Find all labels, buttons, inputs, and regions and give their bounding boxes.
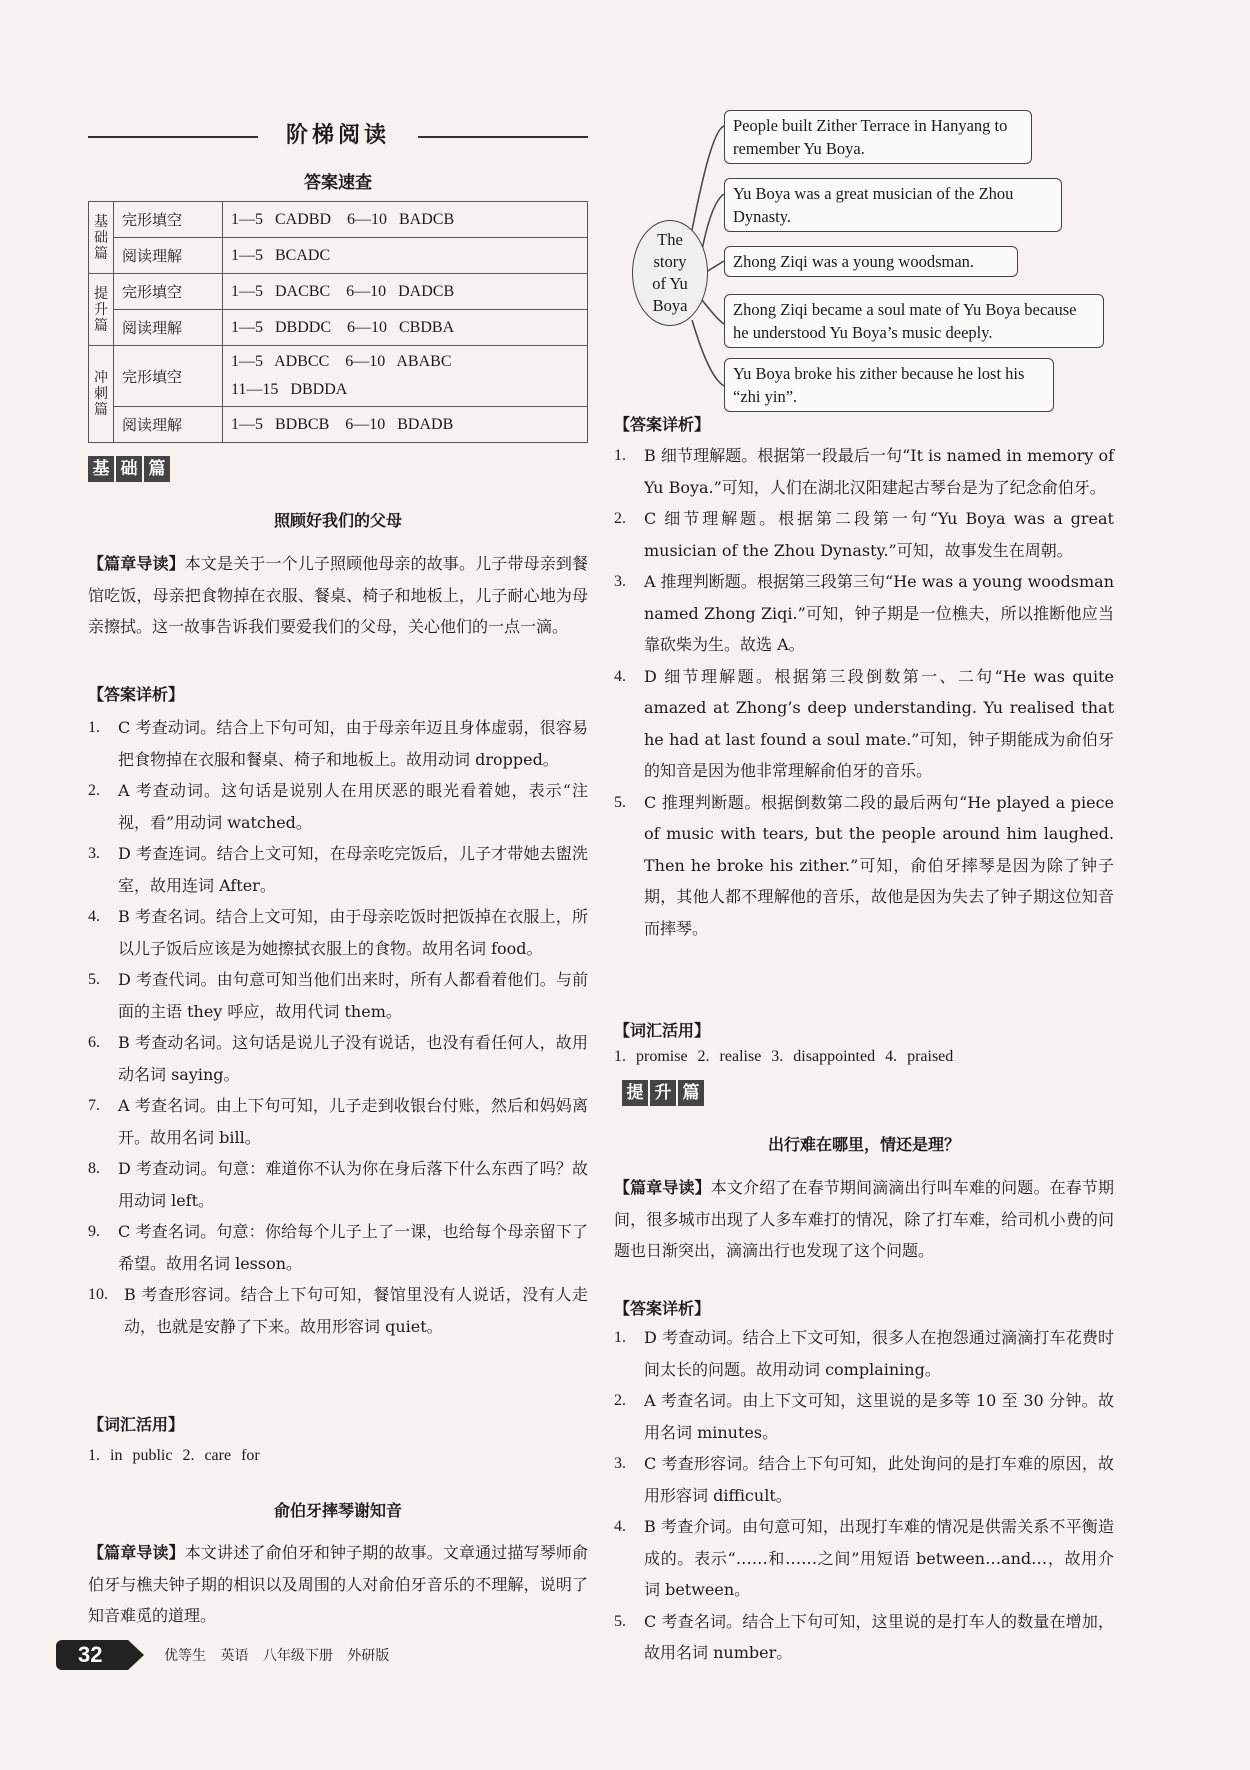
tag-char: 基 (88, 456, 114, 482)
intro-label: 【篇章导读】 (88, 554, 185, 573)
item-text: C 推理判断题。根据倒数第二段的最后两句“He played a piece of music with tears, but the people around him laughed. Then he broke his zither.”可知，俞伯牙摔琴是因为除了钟子期，其他人都不理解他的音乐，故他是因为失去了钟子期这位知音而摔琴。 (644, 792, 1114, 938)
tag-char: 提 (622, 1080, 648, 1106)
connector (692, 320, 724, 386)
list-item (614, 661, 1114, 787)
intro-text: 本文介绍了在春节期间滴滴出行叫车难的问题。在春节期间，很多城市出现了人多车难打的情况，除了打车难，给司机小费的问题也日渐突出，滴滴出行也发现了这个问题。 (614, 1178, 1114, 1260)
passage3-title: 出行难在哪里，情还是理？ (767, 1135, 960, 1154)
page-footer (56, 1638, 389, 1672)
table-row (89, 238, 588, 274)
list-item (88, 964, 588, 1027)
tag-char: 篇 (678, 1080, 704, 1106)
type-cell: 阅读理解 (114, 310, 223, 346)
item-number: 5. (88, 971, 100, 988)
item-number: 1. (614, 1329, 626, 1346)
connector (702, 300, 724, 324)
mind-map-branch: People built Zither Terrace in Hanyang to remember Yu Boya. (724, 110, 1032, 164)
mind-map-branch: Yu Boya broke his zither because he lost his “zhi yin”. (724, 358, 1054, 412)
item-text: D 考查动词。句意：难道你不认为你在身后落下什么东西了吗？故用动词 left。 (118, 1159, 588, 1210)
list-item (614, 1606, 1114, 1669)
passage2-vocab-label: 【词汇活用】 (614, 1021, 711, 1040)
connector (692, 126, 724, 230)
item-number: 2. (88, 782, 100, 799)
list-item (88, 775, 588, 838)
table-row (89, 407, 588, 443)
hub-line: story (653, 252, 687, 271)
passage1-answer-list (88, 712, 588, 1342)
passage2-answer-list (614, 440, 1114, 944)
tag-char: 升 (650, 1080, 676, 1106)
list-item (614, 1448, 1114, 1511)
passage2-detail-label: 【答案详析】 (614, 415, 711, 434)
type-cell: 完形填空 (114, 346, 223, 407)
item-text: C 考查动词。结合上下句可知，由于母亲年迈且身体虚弱，很容易把食物掉在衣服和餐桌、椅子和地板上。故用动词 dropped。 (118, 718, 588, 769)
item-number: 5. (614, 1612, 626, 1630)
item-text: A 考查名词。由上下文可知，这里说的是多等 10 至 30 分钟。故用名词 minutes。 (644, 1391, 1114, 1442)
list-item (88, 1027, 588, 1090)
item-text: B 考查形容词。结合上下句可知，餐馆里没有人说话，没有人走动，也就是安静了下来。故用形容词 quiet。 (124, 1285, 588, 1336)
passage1-vocab: 1. in public 2. care for (88, 1447, 260, 1464)
passage2-vocab: 1. promise 2. realise 3. disappointed 4. praised (614, 1048, 954, 1065)
mind-map-hub (632, 220, 708, 326)
quick-answers-table (88, 201, 588, 443)
item-number: 5. (614, 793, 626, 811)
basic-section-tag (88, 456, 170, 482)
intro-label: 【篇章导读】 (88, 1543, 185, 1562)
passage1-vocab-label: 【词汇活用】 (88, 1415, 185, 1434)
hub-line: Boya (652, 296, 688, 315)
item-text: D 考查动词。结合上下文可知，很多人在抱怨通过滴滴打车花费时间太长的问题。故用动词 complaining。 (644, 1328, 1114, 1379)
item-text: A 考查名词。由上下句可知，儿子走到收银台付账，然后和妈妈离开。故用名词 bill。 (118, 1096, 588, 1147)
quick-answers-title: 答案速查 (304, 173, 372, 193)
item-number: 4. (614, 667, 626, 685)
book-info: 优等生 英语 八年级下册 外研版 (164, 1648, 390, 1664)
mind-map (614, 110, 1114, 420)
item-number: 1. (88, 719, 100, 736)
answers-line: 11—15 DBDDA (231, 381, 348, 398)
passage1-intro (88, 548, 588, 643)
table-row (89, 346, 588, 407)
item-text: C 细节理解题。根据第二段第一句“Yu Boya was a great musician of the Zhou Dynasty.”可知，故事发生在周朝。 (644, 509, 1114, 560)
item-number: 3. (614, 573, 626, 590)
item-text: D 细节理解题。根据第三段倒数第一、二句“He was quite amazed at Zhong’s deep understanding. Yu realised that he had at last found a soul mate.”可知，钟子期能成为俞伯牙的知音是因为他非常理解俞伯牙的音乐。 (644, 666, 1114, 780)
passage2-intro (88, 1537, 588, 1632)
group-advanced: 提升篇 (89, 274, 114, 346)
list-item (614, 1322, 1114, 1385)
passage1-title: 照顾好我们的父母 (273, 511, 402, 530)
item-number: 4. (614, 1518, 626, 1535)
list-item (614, 440, 1114, 503)
type-cell: 完形填空 (114, 202, 223, 238)
item-text: D 考查连词。结合上文可知，在母亲吃完饭后，儿子才带她去盥洗室，故用连词 After。 (118, 844, 588, 895)
item-text: D 考查代词。由句意可知当他们出来时，所有人都看着他们。与前面的主语 they 呼应，故用代词 them。 (118, 970, 588, 1021)
passage3-answer-list (614, 1322, 1114, 1669)
list-item (88, 1090, 588, 1153)
item-number: 7. (88, 1097, 100, 1114)
table-row (89, 274, 588, 310)
type-cell: 完形填空 (114, 274, 223, 310)
item-text: C 考查形容词。结合上下句可知，此处询问的是打车难的原因，故用形容词 difficult。 (644, 1454, 1114, 1505)
list-item (88, 838, 588, 901)
connector (706, 261, 724, 272)
answers-line: 1—5 ADBCC 6—10 ABABC (231, 353, 452, 370)
item-text: B 考查动名词。这句话是说儿子没有说话，也没有看任何人，故用动名词 saying。 (118, 1033, 588, 1084)
intro-label: 【篇章导读】 (614, 1178, 711, 1197)
list-item (88, 901, 588, 964)
answers-cell: 1—5 DBDDC 6—10 CBDBA (223, 310, 588, 346)
item-number: 1. (614, 447, 626, 464)
item-number: 6. (88, 1034, 100, 1051)
passage3-detail-label: 【答案详析】 (614, 1299, 711, 1318)
item-text: C 考查名词。结合上下句可知，这里说的是打车人的数量在增加，故用名词 number。 (644, 1611, 1114, 1662)
item-number: 2. (614, 1392, 626, 1409)
title-rule-left (88, 136, 258, 138)
item-text: A 推理判断题。根据第三段第三句“He was a young woodsman named Zhong Ziqi.”可知，钟子期是一位樵夫，所以推断他应当靠砍柴为生。故选 A。 (644, 572, 1114, 654)
connector (702, 194, 724, 250)
list-item (88, 712, 588, 775)
group-basic: 基础篇 (89, 202, 114, 274)
tag-char: 础 (116, 456, 142, 482)
list-item (88, 1216, 588, 1279)
table-row (89, 202, 588, 238)
item-number: 3. (88, 845, 100, 862)
answers-cell: 1—5 DACBC 6—10 DADCB (223, 274, 588, 310)
intro-text: 本文是关于一个儿子照顾他母亲的故事。儿子带母亲到餐馆吃饭，母亲把食物掉在衣服、餐桌、椅子和地板上，儿子耐心地为母亲擦拭。这一故事告诉我们要爱我们的父母，关心他们的一点一滴。 (88, 554, 588, 636)
item-number: 4. (88, 908, 100, 925)
page-number: 32 (56, 1640, 128, 1670)
list-item (614, 1385, 1114, 1448)
item-number: 3. (614, 1455, 626, 1472)
passage1-detail-label: 【答案详析】 (88, 685, 185, 704)
title-rule-right (418, 136, 588, 138)
mind-map-branch: Zhong Ziqi became a soul mate of Yu Boya because he understood Yu Boya’s music deeply. (724, 294, 1104, 348)
type-cell: 阅读理解 (114, 238, 223, 274)
list-item (614, 503, 1114, 566)
list-item (614, 1511, 1114, 1606)
item-number: 2. (614, 510, 626, 527)
item-text: B 考查介词。由句意可知，出现打车难的情况是供需关系不平衡造成的。表示“……和……之间”用短语 between…and…，故用介词 between。 (644, 1517, 1114, 1599)
list-item (614, 566, 1114, 661)
hub-line: The (657, 230, 683, 249)
passage3-intro (614, 1172, 1114, 1267)
type-cell: 阅读理解 (114, 407, 223, 443)
answers-cell (223, 346, 588, 407)
intro-text: 本文讲述了俞伯牙和钟子期的故事。文章通过描写琴师俞伯牙与樵夫钟子期的相识以及周围的人对俞伯牙音乐的不理解，说明了知音难觅的道理。 (88, 1543, 588, 1625)
item-number: 8. (88, 1160, 100, 1177)
item-text: C 考查名词。句意：你给每个儿子上了一课，也给每个母亲留下了希望。故用名词 lesson。 (118, 1222, 588, 1273)
list-item (88, 1153, 588, 1216)
item-text: B 细节理解题。根据第一段最后一句“It is named in memory of Yu Boya.”可知，人们在湖北汉阳建起古琴台是为了纪念俞伯牙。 (644, 446, 1114, 497)
mind-map-branch: Yu Boya was a great musician of the Zhou Dynasty. (724, 178, 1062, 232)
list-item (614, 787, 1114, 945)
section-title-text: 阶梯阅读 (285, 123, 390, 148)
passage2-title: 俞伯牙摔琴谢知音 (273, 1501, 402, 1520)
item-number: 9. (88, 1223, 100, 1240)
answers-cell: 1—5 BDBCB 6—10 BDADB (223, 407, 588, 443)
answers-cell: 1—5 CADBD 6—10 BADCB (223, 202, 588, 238)
mind-map-branch: Zhong Ziqi was a young woodsman. (724, 246, 1018, 277)
group-sprint: 冲刺篇 (89, 346, 114, 443)
item-number: 10. (88, 1286, 108, 1303)
hub-line: of Yu (652, 274, 688, 293)
item-text: B 考查名词。结合上文可知，由于母亲吃饭时把饭掉在衣服上，所以儿子饭后应该是为她擦拭衣服上的食物。故用名词 food。 (118, 907, 588, 958)
answers-cell: 1—5 BCADC (223, 238, 588, 274)
tag-char: 篇 (144, 456, 170, 482)
table-row (89, 310, 588, 346)
section-title (88, 118, 588, 152)
list-item (88, 1279, 588, 1342)
advanced-section-tag (622, 1080, 704, 1106)
item-text: A 考查动词。这句话是说别人在用厌恶的眼光看着她，表示“注视，看”用动词 watched。 (118, 781, 588, 832)
